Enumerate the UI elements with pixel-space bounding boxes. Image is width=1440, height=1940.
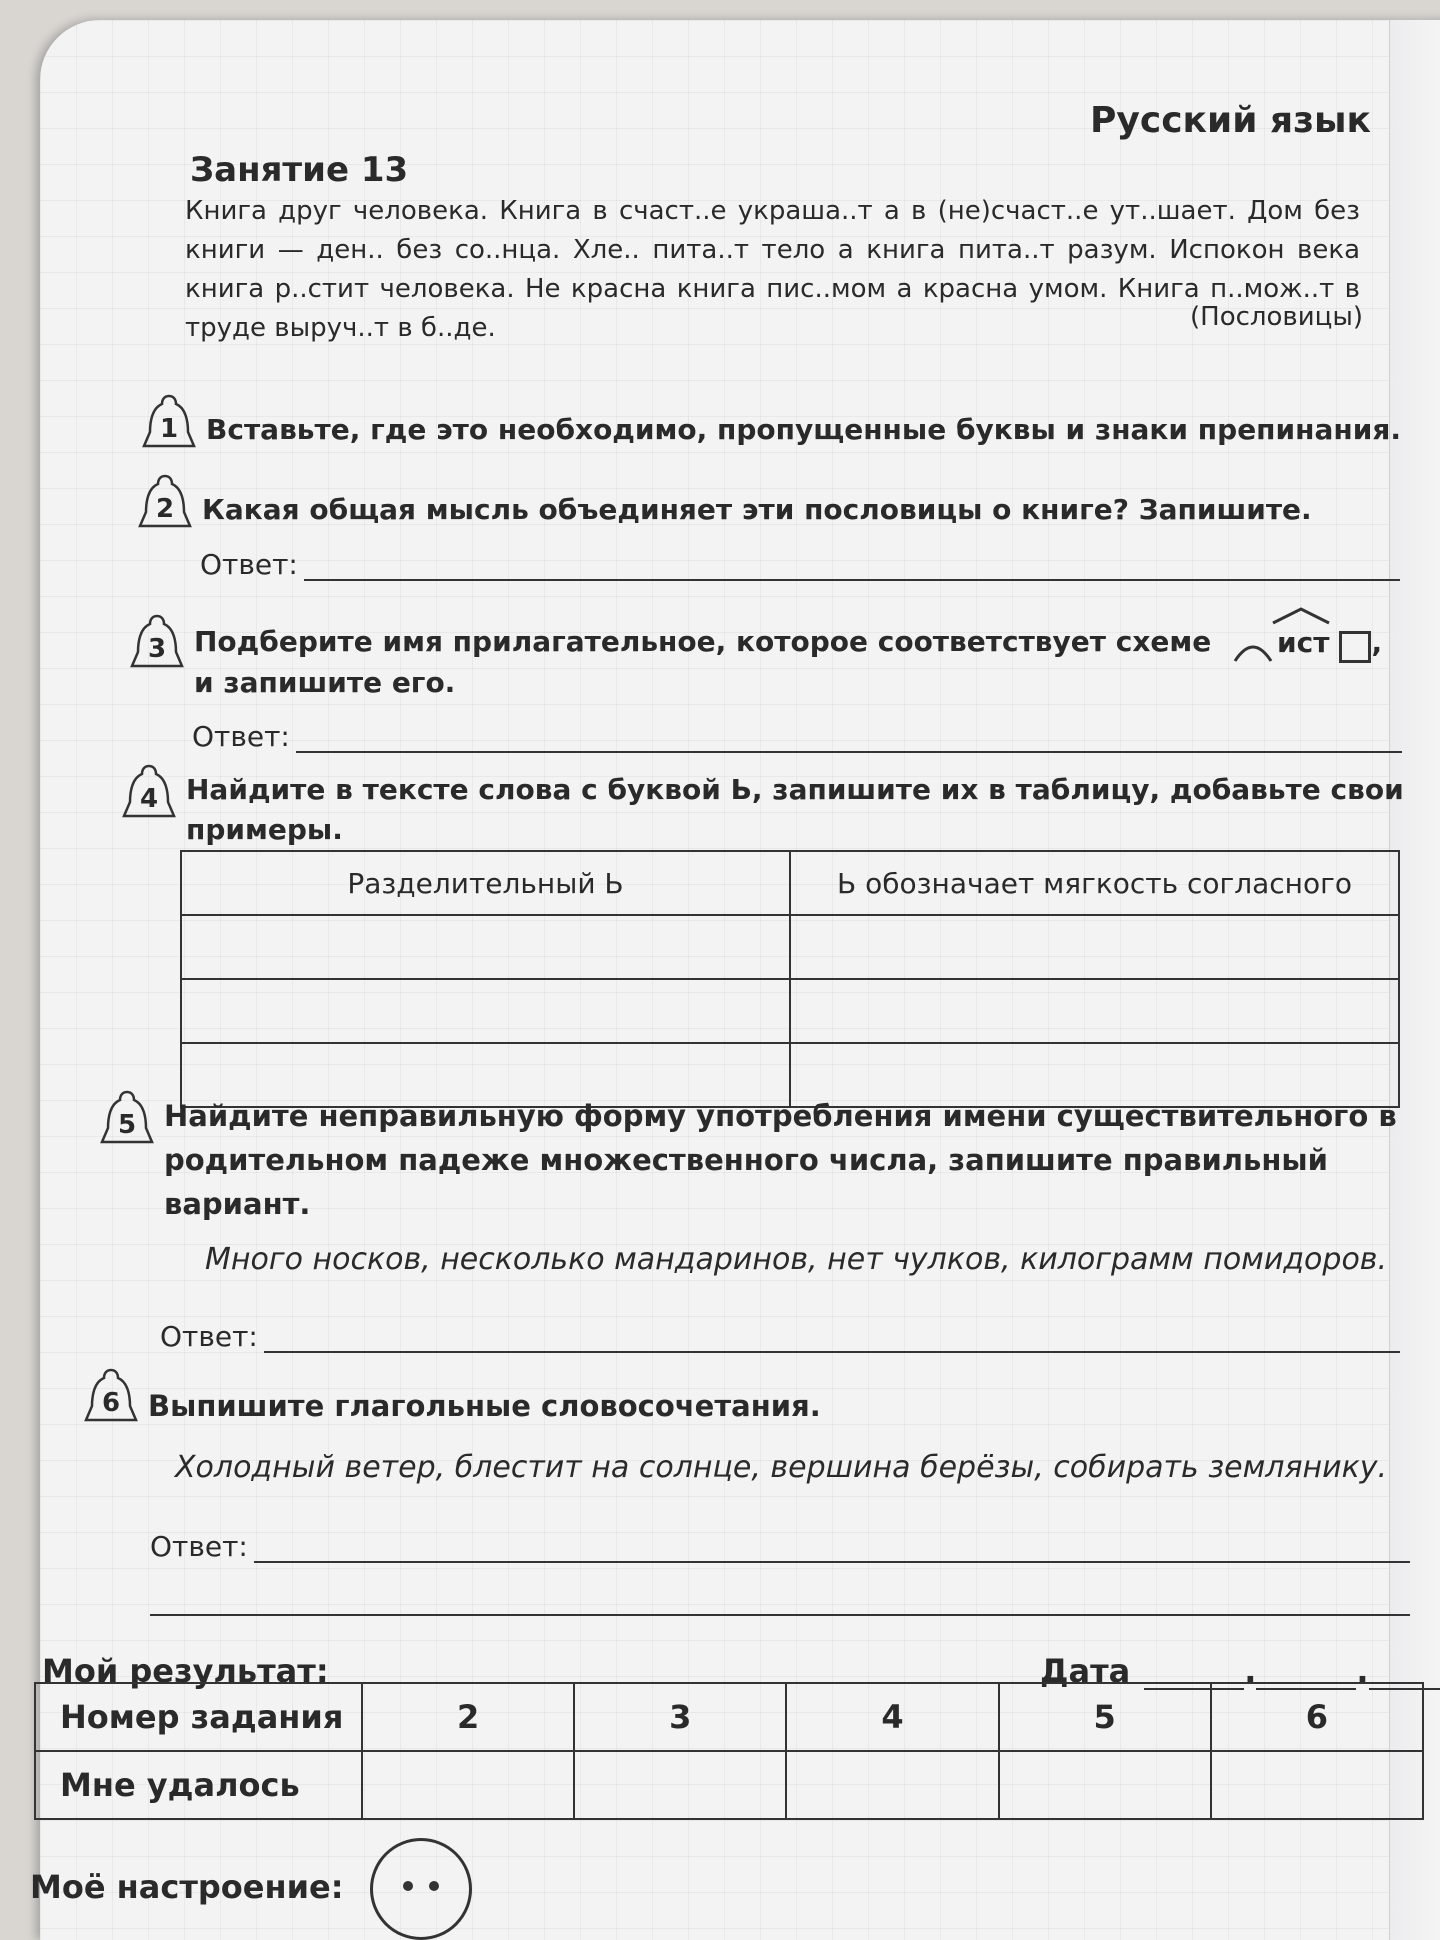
task-4-text: Найдите в тексте слова с буквой Ь, запишите их в таблицу, добавьте свои примеры.	[186, 773, 1404, 846]
answer-label: Ответ:	[150, 1530, 248, 1563]
table-cell[interactable]	[790, 915, 1399, 979]
workbook-page	[30, 20, 1440, 1940]
mood-face-icon[interactable]	[370, 1838, 472, 1940]
result-cell[interactable]	[1211, 1751, 1423, 1819]
bell-icon	[136, 472, 194, 538]
results-row-success	[35, 1751, 1423, 1819]
subject-title: Русский язык	[1090, 100, 1371, 141]
results-row-tasks	[35, 1683, 1423, 1751]
answer-label: Ответ:	[160, 1320, 258, 1353]
result-cell[interactable]	[574, 1751, 786, 1819]
answer-line[interactable]	[296, 727, 1402, 753]
bell-icon	[140, 392, 198, 458]
task-3-text-cont: и запишите его.	[194, 666, 456, 699]
result-label: Мой результат:	[42, 1652, 329, 1690]
answer-line[interactable]	[254, 1537, 1410, 1563]
task-number-cell: 4	[786, 1683, 998, 1751]
task-number: 2	[155, 494, 175, 524]
task-number-cell: 6	[1211, 1683, 1423, 1751]
task-1-text: Вставьте, где это необходимо, пропущенные буквы и знаки препинания.	[206, 413, 1401, 446]
table-cell[interactable]	[790, 979, 1399, 1043]
answer-label: Ответ:	[192, 720, 290, 753]
task-3	[128, 612, 1382, 703]
table-header-row	[181, 851, 1399, 915]
table-cell[interactable]	[181, 915, 790, 979]
task-number: 5	[117, 1110, 137, 1140]
task-number: 4	[139, 784, 159, 814]
table-row	[181, 915, 1399, 979]
task-number: 1	[159, 414, 179, 444]
result-cell[interactable]	[999, 1751, 1211, 1819]
task-4	[120, 762, 1406, 850]
word-scheme: ист ,	[1233, 623, 1382, 663]
bell-icon	[98, 1088, 156, 1154]
task-number: 6	[101, 1388, 121, 1418]
proverbs-source: (Пословицы)	[1190, 302, 1364, 332]
task-4-table	[180, 850, 1400, 1108]
results-table	[34, 1682, 1424, 1820]
task-2-answer[interactable]	[200, 548, 1400, 581]
task-number-cell: 2	[362, 1683, 574, 1751]
lesson-title: Занятие 13	[190, 150, 409, 190]
task-number-cell: 5	[999, 1683, 1211, 1751]
task-2-text: Какая общая мысль объединяет эти пословицы о книге? Запишите.	[202, 493, 1312, 526]
task-2	[136, 472, 1312, 538]
answer-line[interactable]	[304, 555, 1400, 581]
root-cap-icon	[1271, 607, 1331, 625]
answer-line[interactable]	[264, 1327, 1400, 1353]
date-field[interactable]: Дата . .	[1040, 1652, 1440, 1690]
task-3-answer[interactable]	[192, 720, 1402, 753]
answer-extra-line[interactable]	[150, 1614, 1410, 1616]
date-label: Дата	[1040, 1652, 1131, 1690]
task-3-text: Подберите имя прилагательное, которое соответствует схеме	[194, 625, 1212, 658]
task-5	[98, 1088, 1414, 1226]
bell-icon	[128, 612, 186, 678]
table-header: Разделительный Ь	[181, 851, 790, 915]
result-cell[interactable]	[786, 1751, 998, 1819]
table-header: Ь обозначает мягкость согласного	[790, 851, 1399, 915]
task-6-example: Холодный ветер, блестит на солнце, вершина берёзы, собирать землянику.	[175, 1450, 1388, 1485]
bell-icon	[120, 762, 178, 828]
mood-label: Моё настроение:	[30, 1868, 344, 1906]
ending-arc-icon	[1233, 637, 1273, 663]
task-5-answer[interactable]	[160, 1320, 1400, 1353]
suffix-box-icon	[1339, 631, 1371, 663]
answer-label: Ответ:	[200, 548, 298, 581]
task-6-text: Выпишите глагольные словосочетания.	[148, 1389, 821, 1423]
proverbs-text: Книга друг человека. Книга в счаст..е украша..т а в (не)счаст..е ут..шает. Дом без книги — ден.. без со..нца. Хле.. пита..т тело а книга пита..т разум. Испокон века книга р..стит человека. Не красна книга пис..мом а красна умом. Книга п..мож..т в труде выруч..т в б..де.	[185, 196, 1360, 343]
scheme-root: ист	[1277, 626, 1330, 659]
row-label: Номер задания	[35, 1683, 362, 1751]
result-cell[interactable]	[362, 1751, 574, 1819]
task-6	[82, 1366, 821, 1432]
task-6-answer[interactable]	[150, 1530, 1410, 1563]
row-label: Мне удалось	[35, 1751, 362, 1819]
task-number-cell: 3	[574, 1683, 786, 1751]
task-5-text: Найдите неправильную форму употребления имени существительного в родительном падеже множественного числа, запишите правильный вариант.	[164, 1099, 1397, 1221]
task-5-example: Много носков, несколько мандаринов, нет чулков, килограмм помидоров.	[205, 1242, 1388, 1277]
table-cell[interactable]	[181, 979, 790, 1043]
task-number: 3	[147, 634, 167, 664]
bell-icon	[82, 1366, 140, 1432]
task-1	[140, 392, 1401, 458]
table-row	[181, 979, 1399, 1043]
